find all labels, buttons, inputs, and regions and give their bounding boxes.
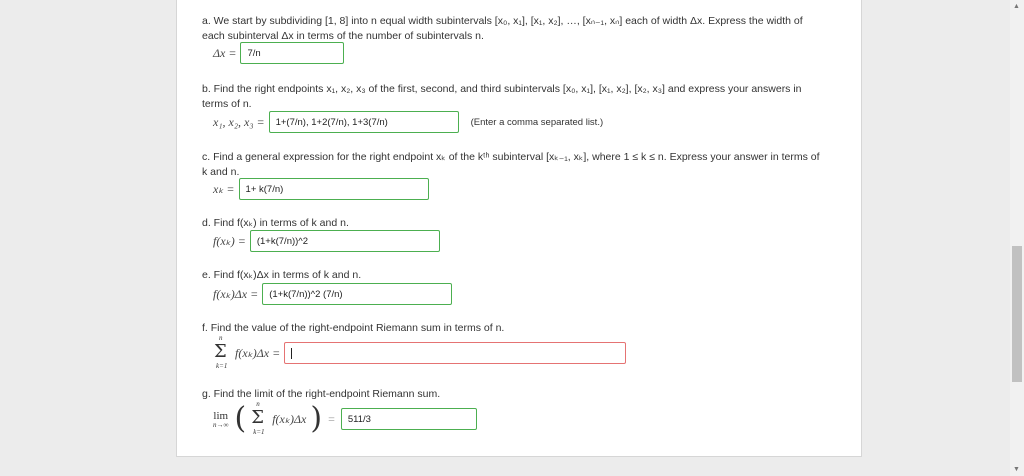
part-a-line2: each subinterval Δx in terms of the number of subintervals n. [202, 30, 484, 42]
left-paren-icon: ( [234, 401, 247, 436]
part-a-lhs: Δx = [213, 45, 237, 60]
part-f-input[interactable] [284, 342, 626, 364]
part-e-lhs: f(xₖ)Δx = [213, 286, 259, 301]
part-c-line1: c. Find a general expression for the right endpoint xₖ of the kᵗʰ subinterval [xₖ₋₁, xₖ], where 1 ≤ k ≤ n. Express your answer in terms of [202, 151, 820, 163]
part-f-lhs: f(xₖ)Δx = [235, 345, 281, 360]
part-f-sum-symbol [213, 334, 231, 370]
part-e-input[interactable]: (1+k(7/n))^2 (7/n) [262, 283, 452, 305]
question-panel [176, 0, 862, 457]
scrollbar-thumb[interactable] [1012, 246, 1022, 382]
part-b-line2: terms of n. [202, 98, 252, 110]
part-g-sum-symbol [250, 400, 268, 436]
part-e-line1: e. Find f(xₖ)Δx in terms of k and n. [202, 269, 362, 281]
part-e-text [202, 268, 361, 283]
text-cursor [291, 348, 292, 359]
part-a-answer-row [213, 42, 344, 64]
right-paren-icon: ) [310, 401, 323, 436]
part-c-answer-row [213, 178, 429, 200]
page-scrollbar[interactable] [1010, 0, 1024, 476]
part-c-text [202, 150, 820, 180]
part-e-answer-row [213, 283, 452, 305]
part-c-lhs: xₖ = [213, 181, 235, 196]
part-c-input[interactable]: 1+ k(7/n) [239, 178, 429, 200]
part-a-text [202, 14, 803, 44]
part-g-limit [213, 410, 229, 429]
part-g-line1: g. Find the limit of the right-endpoint Riemann sum. [202, 388, 441, 400]
part-b-text [202, 82, 802, 112]
part-g-sum-upper: n [256, 400, 260, 408]
part-g-equals: = [328, 411, 335, 426]
part-c-line2: k and n. [202, 166, 240, 178]
part-b-answer-row [213, 111, 603, 133]
part-f-answer-row [213, 334, 626, 370]
part-f-sum-lower: k=1 [216, 362, 228, 370]
part-g-answer-row [213, 400, 477, 436]
scroll-up-icon[interactable]: ▲ [1013, 3, 1020, 10]
part-d-text [202, 216, 349, 231]
part-d-lhs: f(xₖ) = [213, 233, 246, 248]
part-d-answer-row [213, 230, 440, 252]
part-g-input[interactable]: 511/3 [341, 408, 477, 430]
part-a-input[interactable]: 7/n [240, 42, 344, 64]
part-g-lhs: f(xₖ)Δx [272, 411, 307, 426]
part-g-sum-lower: k=1 [253, 428, 265, 436]
part-a-line1: a. We start by subdividing [1, 8] into n equal width subintervals [x₀, x₁], [x₁, x₂], …, [xₙ₋₁, xₙ] each of width Δx. Express the width of [202, 15, 803, 27]
part-b-input[interactable]: 1+(7/n), 1+2(7/n), 1+3(7/n) [269, 111, 459, 133]
part-g-text [202, 387, 440, 402]
scroll-down-icon[interactable]: ▼ [1013, 466, 1020, 473]
part-b-line1: b. Find the right endpoints x₁, x₂, x₃ of the first, second, and third subintervals [x₀, x₁], [x₁, x₂], [x₂, x₃] and express your answers in [202, 83, 802, 95]
sigma-icon: Σ [251, 407, 264, 428]
part-b-lhs: x₁, x₂, x₃ = [213, 114, 265, 129]
part-f-line1: f. Find the value of the right-endpoint Riemann sum in terms of n. [202, 322, 505, 334]
part-d-line1: d. Find f(xₖ) in terms of k and n. [202, 217, 349, 229]
part-f-sum-upper: n [219, 334, 223, 342]
part-d-input[interactable]: (1+k(7/n))^2 [250, 230, 440, 252]
part-g-lim-sub: n→∞ [213, 420, 229, 429]
part-g-lim-label: lim [213, 409, 229, 422]
part-f-text [202, 321, 504, 336]
sigma-icon: Σ [214, 341, 227, 362]
part-b-hint: (Enter a comma separated list.) [470, 116, 604, 128]
